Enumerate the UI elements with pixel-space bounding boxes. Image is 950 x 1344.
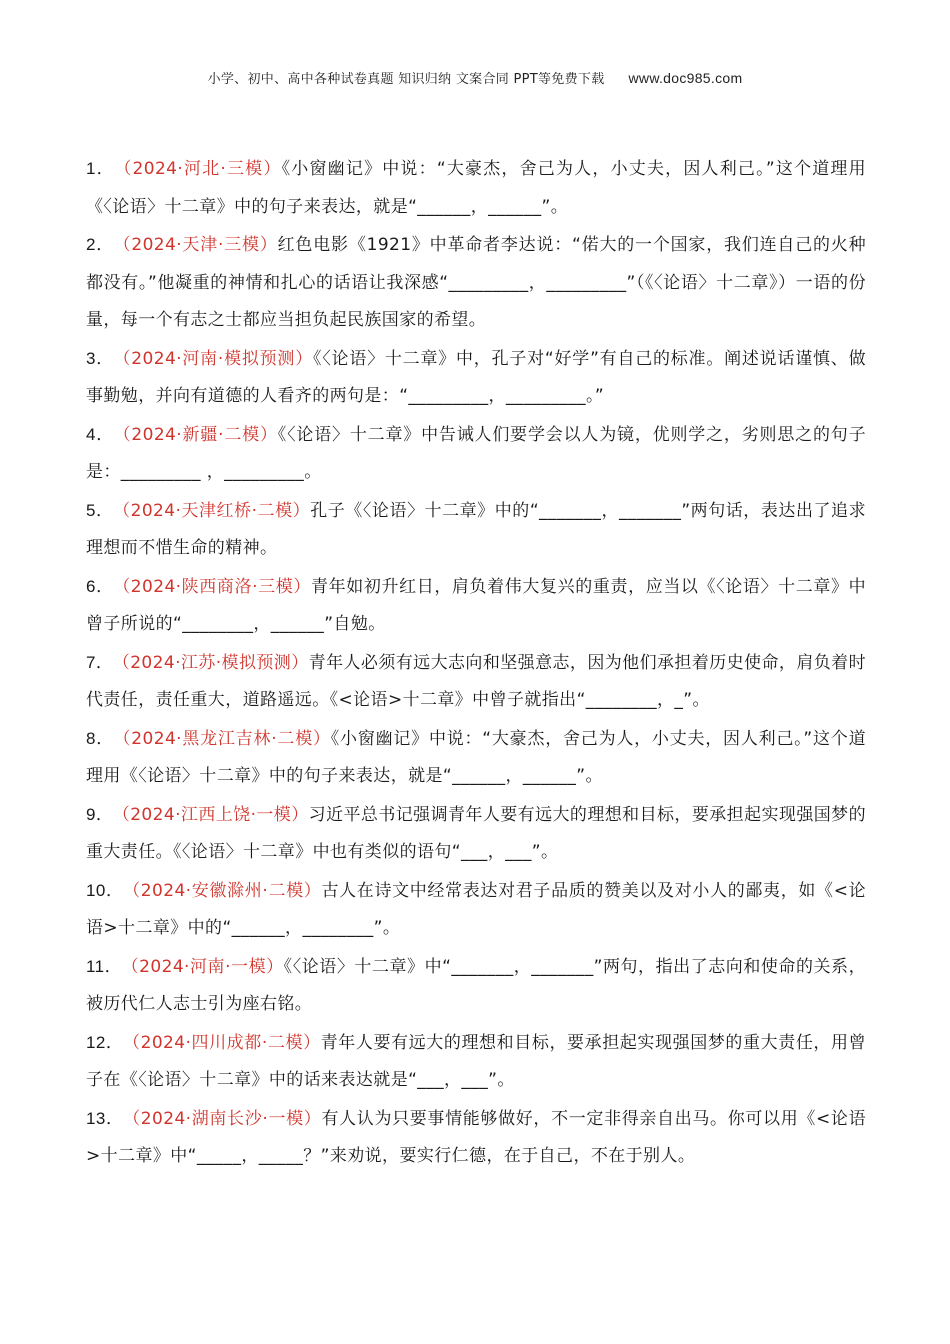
- question-source: （2024·河南·一模）: [130, 956, 284, 977]
- page-header: [0, 68, 950, 87]
- question-item: [86, 948, 866, 1024]
- question-number: 5．: [86, 500, 114, 520]
- question-number: 9．: [86, 804, 114, 824]
- question-text: 青年如初升红日，肩负着伟大复兴的重责，应当以《〈论语〉十二章》中曾子所说的“________，______”自勉。: [86, 576, 866, 634]
- question-text: 古人在诗文中经常表达对君子品质的赞美以及对小人的鄙夷，如《<论语>十二章》中的“______，________”。: [86, 880, 866, 938]
- question-text: 青年人必须有远大志向和坚强意志，因为他们承担着历史使命，肩负着时代责任，责任重大，道路遥远。《<论语>十二章》中曾子就指出“________，_”。: [86, 652, 866, 710]
- question-number: 4．: [86, 424, 115, 444]
- question-number: 8．: [86, 728, 115, 748]
- question-item: [86, 1024, 866, 1100]
- question-item: [86, 796, 866, 872]
- question-source: （2024·安徽滁州·二模）: [131, 880, 322, 901]
- question-text: 《小窗幽记》中说：“大豪杰，舍己为人，小丈夫，因人利己。”这个道理用《〈论语〉十二章》中的句子来表达，就是“______，______”。: [86, 159, 866, 217]
- question-item: [86, 226, 866, 340]
- question-number: 11．: [86, 956, 123, 976]
- question-number: 2．: [86, 235, 115, 254]
- question-item: [86, 720, 866, 796]
- question-text: 有人认为只要事情能够做好，不一定非得亲自出马。你可以用《<论语>十二章》中“_____，_____？”来劝说，要实行仁德，在于自己，不在于别人。: [86, 1108, 866, 1166]
- question-text: 《小窗幽记》中说：“大豪杰，舍己为人，小丈夫，因人利己。”这个道理用《〈论语〉十二章》中的句子来表达，就是“______，______”。: [86, 728, 866, 786]
- question-item: [86, 1100, 866, 1176]
- question-source: （2024·江西上饶·一模）: [121, 804, 309, 825]
- question-text: 《〈论语〉十二章》中，孔子对“好学”有自己的标准。阐述说话谨慎、做事勤勉，并向有道德的人看齐的两句是：“_________，_________。”: [86, 348, 866, 406]
- question-source: （2024·新疆·二模）: [122, 424, 278, 445]
- question-number: 10．: [86, 880, 124, 900]
- question-text: 红色电影《1921》中革命者李达说：“偌大的一个国家，我们连自己的火种都没有。”他凝重的神情和扎心的话语让我深感“_________，_________”（《〈论语〉十二章》）一语的份量，每一个有志之士都应当担负起民族国家的希望。: [86, 235, 867, 330]
- question-text: 青年人要有远大的理想和目标，要承担起实现强国梦的重大责任，用曾子在《〈论语〉十二章》中的话来表达就是“___，___”。: [86, 1032, 867, 1090]
- question-item: [86, 568, 866, 644]
- question-text: 《〈论语〉十二章》中告诫人们要学会以人为镜，优则学之，劣则思之的句子是：_________ ，_________。: [86, 424, 867, 482]
- header-site-link[interactable]: www.doc985.com: [628, 70, 743, 86]
- question-item: [86, 150, 866, 226]
- question-text: 习近平总书记强调青年人要有远大的理想和目标，要承担起实现强国梦的重大责任。《〈论语〉十二章》中也有类似的语句“___，___”。: [86, 804, 866, 862]
- header-text: 小学、初中、高中各种试卷真题 知识归纳 文案合同 PPT等免费下载: [207, 72, 605, 87]
- question-source: （2024·四川成都·二模）: [131, 1032, 321, 1053]
- question-source: （2024·天津红桥·二模）: [121, 500, 311, 521]
- question-source: （2024·江苏·模拟预测）: [121, 652, 309, 673]
- question-source: （2024·河北·三模）: [122, 159, 282, 179]
- question-source: （2024·天津·三模）: [122, 235, 278, 255]
- question-list: [86, 150, 866, 1176]
- question-text: 孔子《〈论语〉十二章》中的“_______，_______”两句话，表达出了追求理想而不惜生命的精神。: [86, 500, 866, 558]
- question-number: 12．: [86, 1032, 124, 1052]
- question-source: （2024·黑龙江吉林·二模）: [122, 728, 331, 749]
- question-number: 7．: [86, 652, 114, 672]
- question-item: [86, 872, 866, 948]
- question-number: 3．: [86, 348, 115, 368]
- question-text: 《〈论语〉十二章》中“_______，_______”两句，指出了志向和使命的关系，被历代仁人志士引为座右铭。: [86, 956, 866, 1014]
- question-number: 1．: [86, 159, 115, 178]
- question-source: （2024·湖南长沙·一模）: [131, 1108, 322, 1129]
- question-item: [86, 644, 866, 720]
- question-number: 6．: [86, 576, 114, 596]
- question-number: 13．: [86, 1108, 124, 1128]
- question-item: [86, 492, 866, 568]
- question-source: （2024·陕西商洛·三模）: [121, 576, 312, 597]
- question-item: [86, 416, 866, 492]
- question-item: [86, 340, 866, 416]
- question-source: （2024·河南·模拟预测）: [122, 348, 313, 369]
